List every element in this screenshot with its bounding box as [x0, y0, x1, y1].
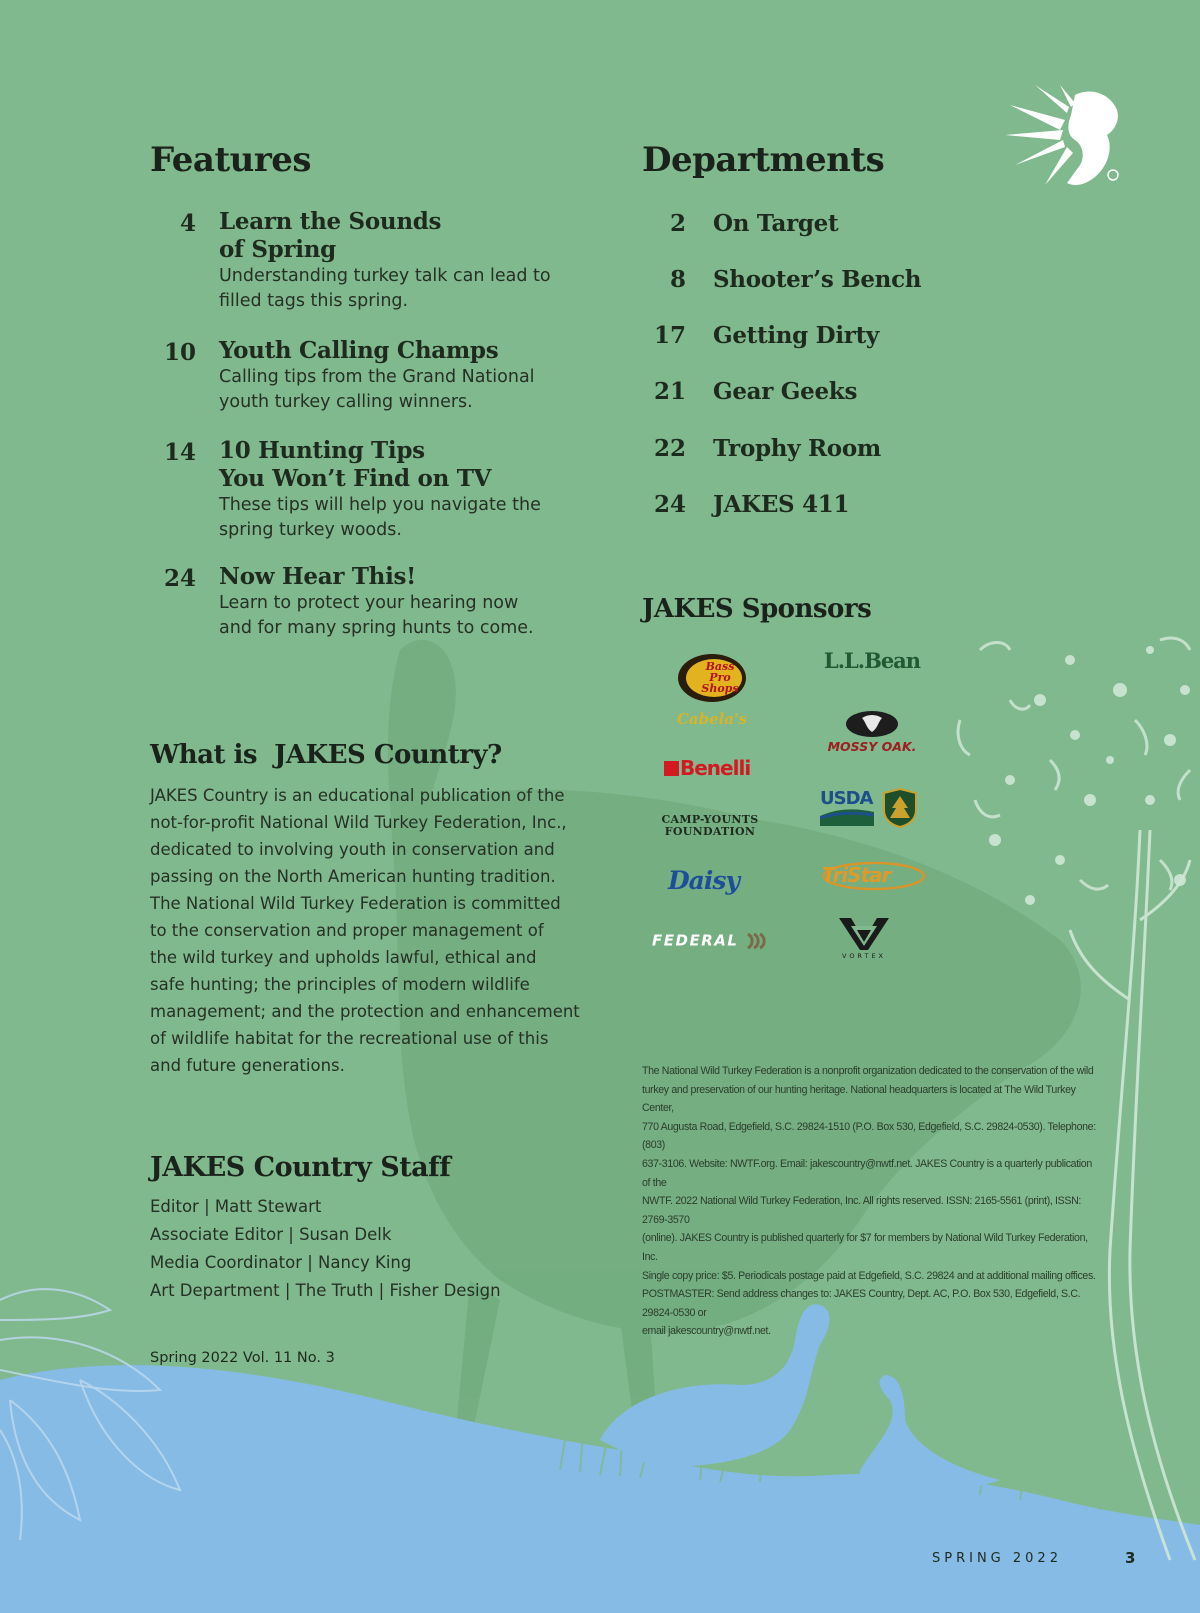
vortex-logo[interactable]	[832, 916, 896, 960]
legal-line: 637-3106. Website: NWTF.org. Email: jakescountry@nwtf.net. JAKES Country is a quarterly publication of the	[642, 1157, 1092, 1189]
about-line: The National Wild Turkey Federation is committed	[150, 894, 561, 913]
legal-line: 770 Augusta Road, Edgefield, S.C. 29824-1510 (P.O. Box 530, Edgefield, S.C. 29824-0530). Telephone: (803)	[642, 1120, 1096, 1152]
department-title: Trophy Room	[713, 435, 881, 462]
usda-swoosh	[820, 808, 874, 826]
cabelas-logo[interactable]: Cabela's	[676, 710, 748, 728]
feature-title: Learn the Sounds of Spring	[219, 208, 442, 263]
mossy-oak-emblem	[844, 710, 900, 738]
usda-forest-service-logo[interactable]	[820, 788, 920, 828]
about-line: not-for-profit National Wild Turkey Federation, Inc.,	[150, 813, 567, 832]
feature-item[interactable]	[150, 208, 590, 314]
department-page-number: 22	[653, 435, 686, 462]
sponsors-heading: JAKES Sponsors	[642, 594, 872, 624]
staff-line: Art Department | The Truth | Fisher Design	[150, 1281, 501, 1300]
vortex-text: VORTEX	[841, 952, 887, 960]
legal-line: POSTMASTER: Send address changes to: JAKES Country, Dept. AC, P.O. Box 530, Edgefield, S.C. 29824-0530 or	[642, 1288, 1081, 1319]
legal-notice	[642, 1062, 1097, 1341]
federal-mark-icon	[744, 932, 770, 950]
about-line: JAKES Country is an educational publication of the	[150, 786, 565, 805]
legal-line: NWTF. 2022 National Wild Turkey Federation, Inc. All rights reserved. ISSN: 2165-5561 (print), ISSN: 2769-3570	[642, 1195, 1081, 1226]
legal-line: Single copy price: $5. Periodicals postage paid at Edgefield, S.C. 29824 and at additional mailing offices.	[642, 1269, 1096, 1282]
department-title: Gear Geeks	[713, 378, 858, 405]
camp-younts-logo[interactable]	[660, 814, 760, 838]
department-title: JAKES 411	[713, 491, 850, 518]
about-heading: What is JAKES Country?	[150, 740, 502, 770]
usda-text: USDA	[820, 788, 873, 809]
legal-line: turkey and preservation of our hunting heritage. National headquarters is located at The Wild Turkey Center,	[642, 1083, 1076, 1115]
bass-pro-word: Shops	[701, 682, 739, 695]
about-body	[150, 782, 600, 1079]
about-line: to the conservation and proper management of	[150, 921, 544, 940]
feature-title: 10 Hunting Tips You Won’t Find on TV	[219, 437, 492, 492]
mossy-oak-logo[interactable]	[822, 710, 922, 754]
feature-title: Now Hear This!	[219, 563, 416, 590]
about-line: the wild turkey and upholds lawful, ethical and	[150, 948, 537, 967]
feature-description: These tips will help you navigate the spring turkey woods.	[219, 495, 541, 540]
feature-item[interactable]	[150, 337, 590, 415]
department-title: Shooter’s Bench	[713, 266, 922, 293]
staff-line: Media Coordinator | Nancy King	[150, 1253, 412, 1272]
about-line: management; and the protection and enhancement	[150, 1002, 580, 1021]
about-line: passing on the North American hunting tradition.	[150, 867, 556, 886]
bass-pro-shops-emblem	[672, 648, 752, 704]
feature-item[interactable]	[150, 563, 590, 641]
page-number: 3	[1125, 1549, 1136, 1567]
feature-page-number: 14	[163, 439, 196, 466]
bass-pro-word: Bass	[705, 660, 735, 673]
vortex-emblem-icon	[837, 916, 891, 952]
department-page-number: 2	[669, 210, 686, 237]
staff-line: Editor | Matt Stewart	[150, 1197, 322, 1216]
feature-description: Calling tips from the Grand National youth turkey calling winners.	[219, 367, 535, 412]
issue-info: Spring 2022 Vol. 11 No. 3	[150, 1350, 335, 1366]
tristar-logo[interactable]	[816, 858, 928, 894]
feature-title: Youth Calling Champs	[219, 337, 499, 364]
federal-text: FEDERAL	[652, 931, 739, 950]
forest-service-shield-icon	[882, 788, 918, 828]
feature-item[interactable]	[150, 437, 590, 543]
department-title: On Target	[713, 210, 839, 237]
department-title: Getting Dirty	[713, 322, 879, 349]
feature-description: Learn to protect your hearing now and for many spring hunts to come.	[219, 593, 534, 638]
registered-mark-icon	[1108, 170, 1118, 180]
feature-description: Understanding turkey talk can lead to filled tags this spring.	[219, 266, 551, 311]
camp-younts-line: CAMP-YOUNTS	[661, 813, 759, 826]
staff-list	[150, 1193, 501, 1305]
federal-logo[interactable]	[652, 930, 770, 950]
turkey-logo-icon	[1005, 85, 1125, 195]
feature-page-number: 4	[179, 210, 196, 237]
benelli-mark	[664, 761, 679, 776]
about-line: of wildlife habitat for the recreational use of this	[150, 1029, 549, 1048]
legal-line: The National Wild Turkey Federation is a nonprofit organization dedicated to the conservation of the wild	[642, 1065, 1094, 1077]
about-line: dedicated to involving youth in conservation and	[150, 840, 555, 859]
feature-page-number: 10	[163, 339, 196, 366]
mossy-oak-text: MOSSY OAK.	[827, 739, 917, 754]
footer-season: SPRING 2022	[932, 1551, 1062, 1566]
bass-pro-shops-logo[interactable]	[672, 648, 752, 732]
benelli-text: Benelli	[680, 756, 751, 780]
bass-pro-word: Pro	[709, 671, 731, 684]
about-line: and future generations.	[150, 1056, 345, 1075]
feature-page-number: 24	[163, 565, 196, 592]
tristar-text: TriStar	[822, 863, 891, 887]
department-page-number: 24	[653, 491, 686, 518]
staff-heading: JAKES Country Staff	[150, 1152, 451, 1183]
daisy-logo[interactable]: Daisy	[668, 866, 739, 895]
benelli-logo[interactable]	[664, 756, 750, 780]
features-heading: Features	[150, 140, 312, 180]
legal-line: email jakescountry@nwtf.net.	[642, 1325, 771, 1338]
staff-line: Associate Editor | Susan Delk	[150, 1225, 392, 1244]
about-line: safe hunting; the principles of modern wildlife	[150, 975, 530, 994]
departments-heading: Departments	[642, 140, 885, 180]
department-page-number: 17	[653, 322, 686, 349]
camp-younts-line: FOUNDATION	[664, 825, 756, 838]
department-page-number: 8	[669, 266, 686, 293]
legal-line: (online). JAKES Country is published quarterly for $7 for members by National Wild Turkey Federation, Inc.	[642, 1232, 1088, 1263]
department-page-number: 21	[653, 378, 686, 405]
llbean-logo[interactable]: L.L.Bean	[823, 648, 921, 673]
